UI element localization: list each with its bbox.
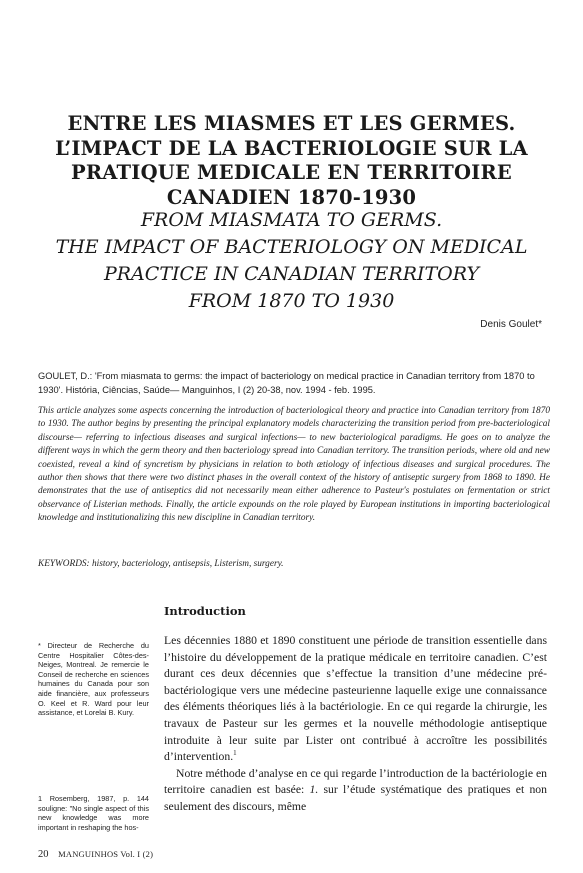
citation: GOULET, D.: 'From miasmata to germs: the impact of bacteriology on medical practice in Canadian territory from 1870 to 1930'. História, Ciências, Saúde— Manguinhos, I (2) 20-38, nov. 1994 - feb. 1995.: [38, 371, 535, 395]
english-title-line: THE IMPACT OF BACTERIOLOGY ON MEDICAL: [55, 236, 528, 258]
french-title-line: CANADIEN 1870-1930: [166, 185, 417, 209]
keywords: KEYWORDS: history, bacteriology, antisepsis, Listerism, surgery.: [38, 559, 284, 569]
footnote-ref[interactable]: 1: [233, 749, 237, 758]
paragraph-text: Notre méthode d’analyse en ce qui regarde l’introduction de la bactériologie en territoire canadien est basée:: [164, 766, 547, 797]
margin-note-footnote: 1 Rosemberg, 1987, p. 144 souligne: "No single aspect of this new knowledge was more important in reshaping the hos-: [38, 794, 149, 832]
english-title: [20, 207, 563, 315]
body-paragraph: [164, 766, 547, 816]
paragraph-text: sur l’étude systématique des pratiques et non seulement des discours, même: [164, 783, 547, 813]
french-title: [30, 112, 553, 210]
body-paragraph: [164, 633, 547, 766]
enumeration-number: 1.: [309, 783, 319, 797]
page-footer: [38, 849, 153, 860]
paragraph-text: Les décennies 1880 et 1890 constituent une période de transition essentielle dans l’histoire du développement de la pratique médicale en territoire canadien. C’est durant ces deux décennies que s’effectue la transition d’une médecine pré-bactériologique vers une médecine pasteurienne laquelle exige une connaissance des éléments théoriques liés à la bactériologie. En ce qui regarde la chirurgie, les travaux de Pasteur sur les germes et la nouvelle méthodologie antiseptique introduite à leur suite par Lister ont contribué à accroître les possibilités d’intervention.: [164, 634, 547, 764]
abstract: This article analyzes some aspects concerning the introduction of bacteriological theory and practice into Canadian territory from 1870 to 1930. The author begins by presenting the principal explanatory models characterizing the transition period from pre-bacteriological discourse— referring to infectious diseases and surgical infections— to new bacteriological paradigms. He goes on to analyze the different ways in which the germ theory and then bacteriology spread into Canadian territory. The transition periods, where old and new coexisted, reveal a kind of syncretism by physicians in relation to both ætiology of infectious diseases and surgical procedures. The author then shows that there were two distinct phases in the overall context of the history of antiseptic surgery from 1868 to 1890. He demonstrates that the use of antiseptics did not necessarily mean either adherence to Pasteur's postulates on fermentation or strict observance of Listerian methods. Finally, the article expounds on the role played by European institutions in importing bacteriological knowledge and institutionalizing this new discipline in Canadian territory.: [38, 406, 550, 524]
english-title-line: FROM MIASMATA TO GERMS.: [140, 209, 443, 231]
french-title-line: L’IMPACT DE LA BACTERIOLOGIE SUR LA: [55, 136, 528, 160]
body-text: [164, 633, 547, 816]
author-name: Denis Goulet*: [480, 319, 542, 330]
french-title-line: PRATIQUE MEDICALE EN TERRITOIRE: [71, 161, 512, 184]
journal-name: MANGUINHOS Vol. I (2): [58, 849, 154, 859]
english-title-line: PRACTICE IN CANADIAN TERRITORY: [103, 263, 480, 285]
english-title-line: FROM 1870 TO 1930: [188, 290, 395, 312]
section-heading: Introduction: [164, 604, 246, 618]
french-title-line: ENTRE LES MIASMES ET LES GERMES.: [67, 112, 516, 135]
page-number: 20: [38, 849, 49, 860]
margin-note-author: * Directeur de Recherche du Centre Hospitalier Côtes-des-Neiges, Montreal. Je remercie le Conseil de recherche en sciences humaines du Canada pour son aide financière, aux professeurs O. Keel et R. Ward pour leur assistance, et Lorelai B. Kury.: [38, 641, 149, 718]
